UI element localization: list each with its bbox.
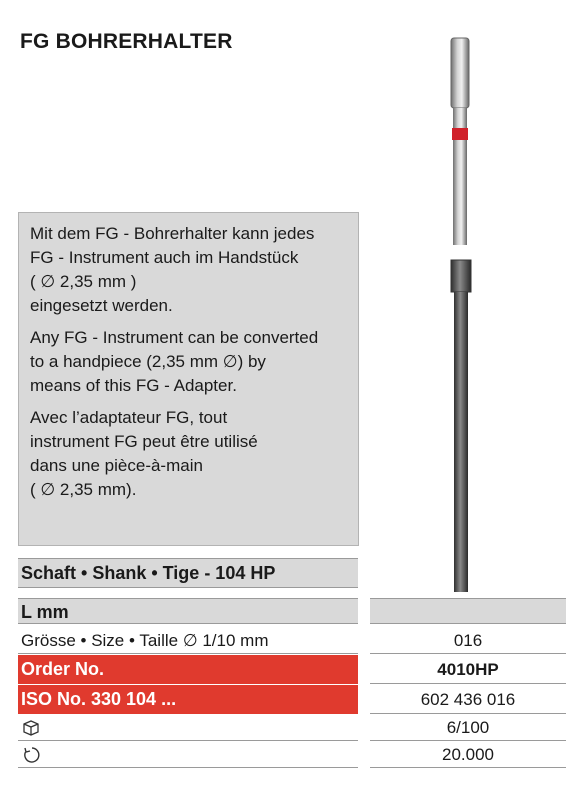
order-value: 4010HP: [370, 655, 566, 684]
shank-label: Schaft • Shank • Tige - 104 HP: [18, 558, 358, 588]
description-box: [18, 212, 359, 546]
values-header: [370, 598, 566, 624]
size-label: Grösse • Size • Taille ∅ 1/10 mm: [18, 627, 358, 654]
size-value: 016: [370, 627, 566, 654]
description-de: Mit dem FG - Bohrerhalter kann jedes FG - Instrument auch im Handstück ( ∅ 2,35 mm ) eingesetzt werden.: [30, 224, 315, 315]
page-title: FG BOHRERHALTER: [20, 30, 233, 53]
lmm-label: L mm: [18, 598, 358, 624]
order-label: Order No.: [18, 655, 358, 684]
bur-holder-image: [420, 30, 500, 595]
iso-value: 602 436 016: [370, 685, 566, 714]
rotation-value: 20.000: [370, 742, 566, 768]
pack-row: [18, 715, 358, 741]
description-en: Any FG - Instrument can be converted to a handpiece (2,35 mm ∅) by means of this FG - Adapter.: [30, 328, 319, 395]
pack-value: 6/100: [370, 715, 566, 741]
rotation-row: [18, 742, 358, 768]
description-fr: Avec l’adaptateur FG, tout instrument FG peut être utilisé dans une pièce-à-main ( ∅ 2,35 mm).: [30, 408, 258, 499]
rotation-icon: [22, 745, 42, 765]
package-icon: [22, 718, 40, 736]
iso-label: ISO No. 330 104 ...: [18, 685, 358, 714]
